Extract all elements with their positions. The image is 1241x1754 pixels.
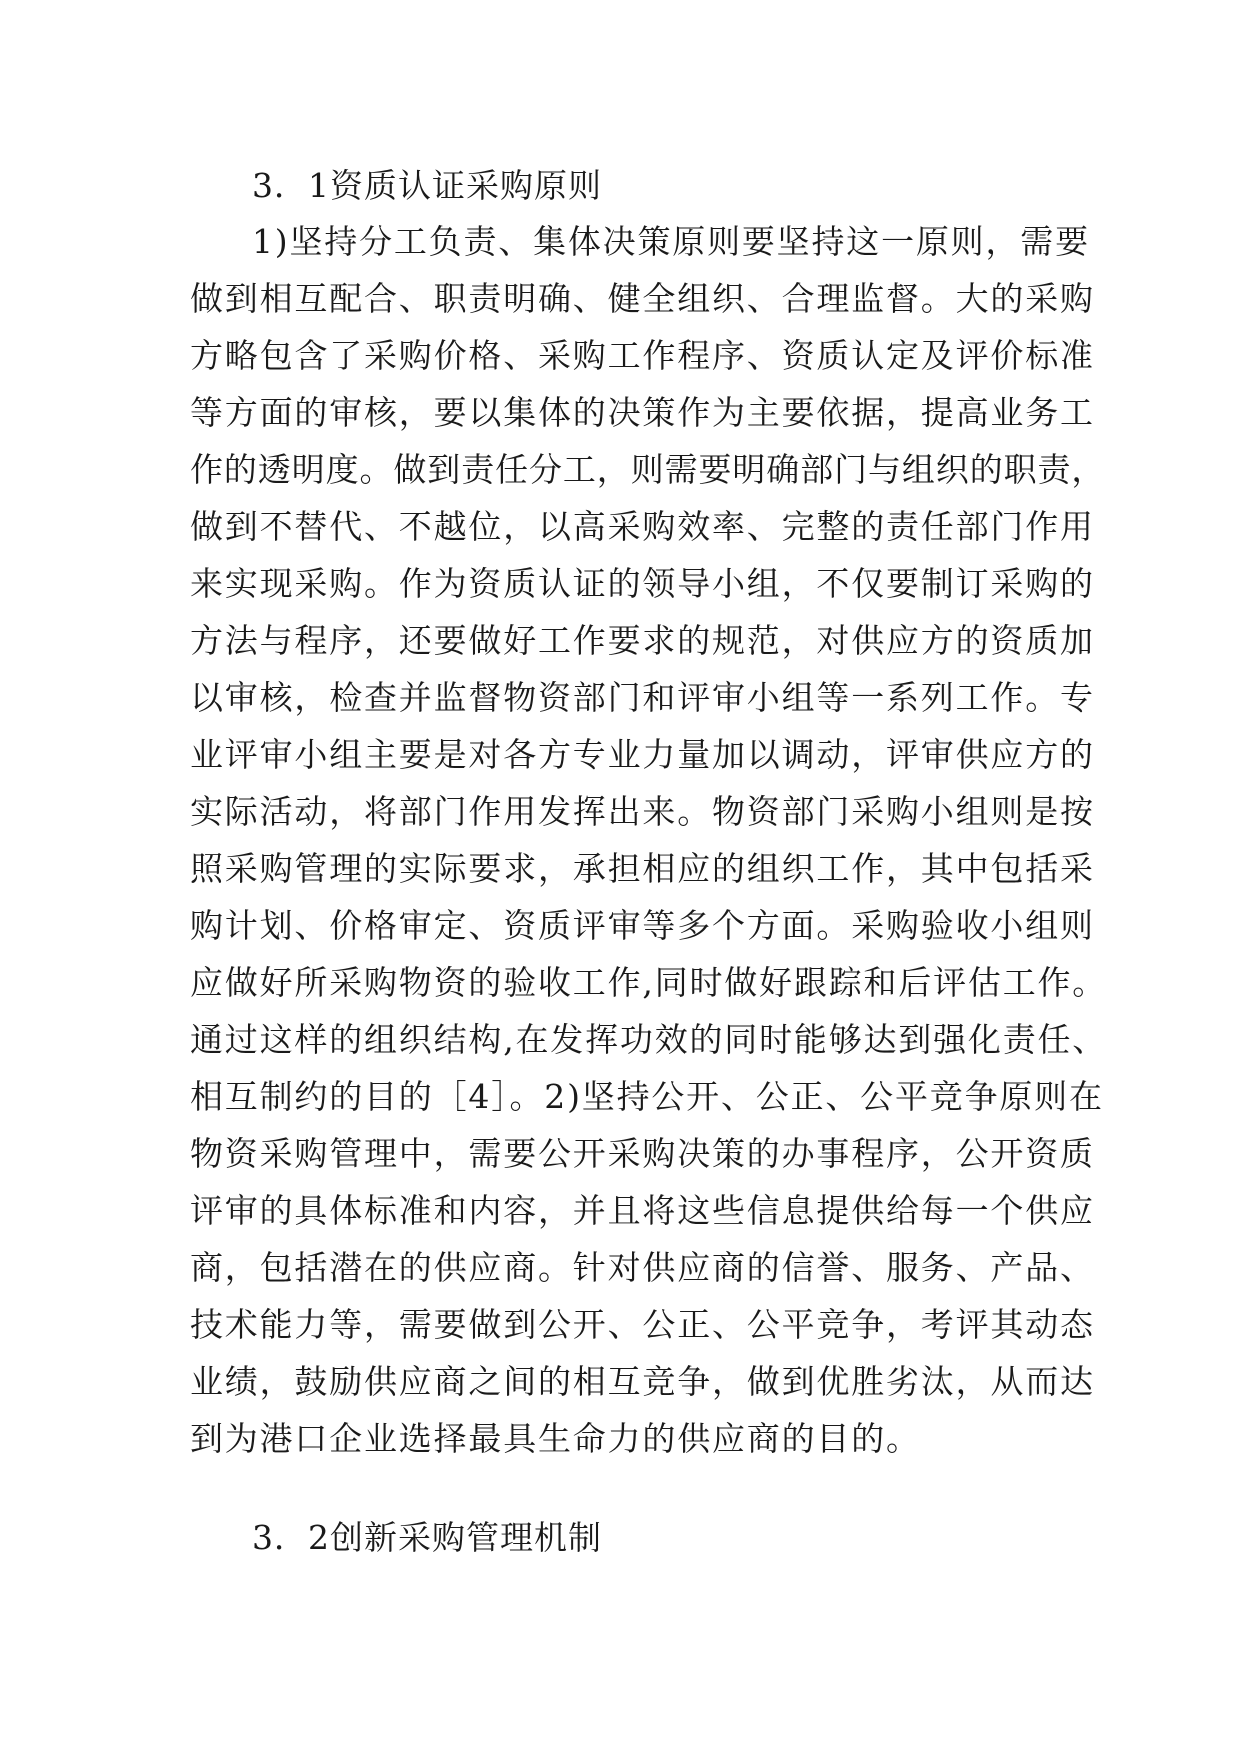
paragraph-line: 方略包含了采购价格、采购工作程序、资质认定及评价标准 xyxy=(190,336,1095,375)
paragraph-line: 做到相互配合、职责明确、健全组织、合理监督。大的采购 xyxy=(190,279,1095,318)
paragraph-line: 照采购管理的实际要求，承担相应的组织工作，其中包括采 xyxy=(190,849,1095,888)
paragraph-line: 商，包括潜在的供应商。针对供应商的信誉、服务、产品、 xyxy=(190,1248,1095,1287)
paragraph-line: 通过这样的组织结构,在发挥功效的同时能够达到强化责任、 xyxy=(190,1020,1108,1059)
paragraph-line: 购计划、价格审定、资质评审等多个方面。采购验收小组则 xyxy=(190,906,1095,945)
paragraph-line: 物资采购管理中，需要公开采购决策的办事程序，公开资质 xyxy=(190,1134,1095,1173)
paragraph-line: 应做好所采购物资的验收工作,同时做好跟踪和后评估工作。 xyxy=(190,963,1108,1002)
paragraph-line: 方法与程序，还要做好工作要求的规范，对供应方的资质加 xyxy=(190,621,1095,660)
paragraph-line: 来实现采购。作为资质认证的领导小组，不仅要制订采购的 xyxy=(190,564,1095,603)
paragraph-line: 等方面的审核，要以集体的决策作为主要依据，提高业务工 xyxy=(190,393,1095,432)
paragraph-line: 相互制约的目的［4］。2)坚持公开、公正、公平竞争原则在 xyxy=(190,1077,1104,1116)
section-heading-3-2: 3．2创新采购管理机制 xyxy=(252,1518,602,1557)
paragraph-line: 作的透明度。做到责任分工，则需要明确部门与组织的职责， xyxy=(190,450,1106,489)
section-heading-3-1: 3．1资质认证采购原则 xyxy=(252,166,602,205)
paragraph-line: 技术能力等，需要做到公开、公正、公平竞争，考评其动态 xyxy=(190,1305,1095,1344)
paragraph-line: 1)坚持分工负责、集体决策原则要坚持这一原则，需要 xyxy=(252,222,1090,261)
paragraph-line: 业评审小组主要是对各方专业力量加以调动，评审供应方的 xyxy=(190,735,1095,774)
paragraph-line: 以审核，检查并监督物资部门和评审小组等一系列工作。专 xyxy=(190,678,1095,717)
paragraph-line: 实际活动，将部门作用发挥出来。物资部门采购小组则是按 xyxy=(190,792,1095,831)
paragraph-line: 评审的具体标准和内容，并且将这些信息提供给每一个供应 xyxy=(190,1191,1095,1230)
paragraph-line: 业绩，鼓励供应商之间的相互竞争，做到优胜劣汰，从而达 xyxy=(190,1362,1095,1401)
paragraph-line: 到为港口企业选择最具生命力的供应商的目的。 xyxy=(190,1419,921,1458)
paragraph-line: 做到不替代、不越位，以高采购效率、完整的责任部门作用 xyxy=(190,507,1095,546)
